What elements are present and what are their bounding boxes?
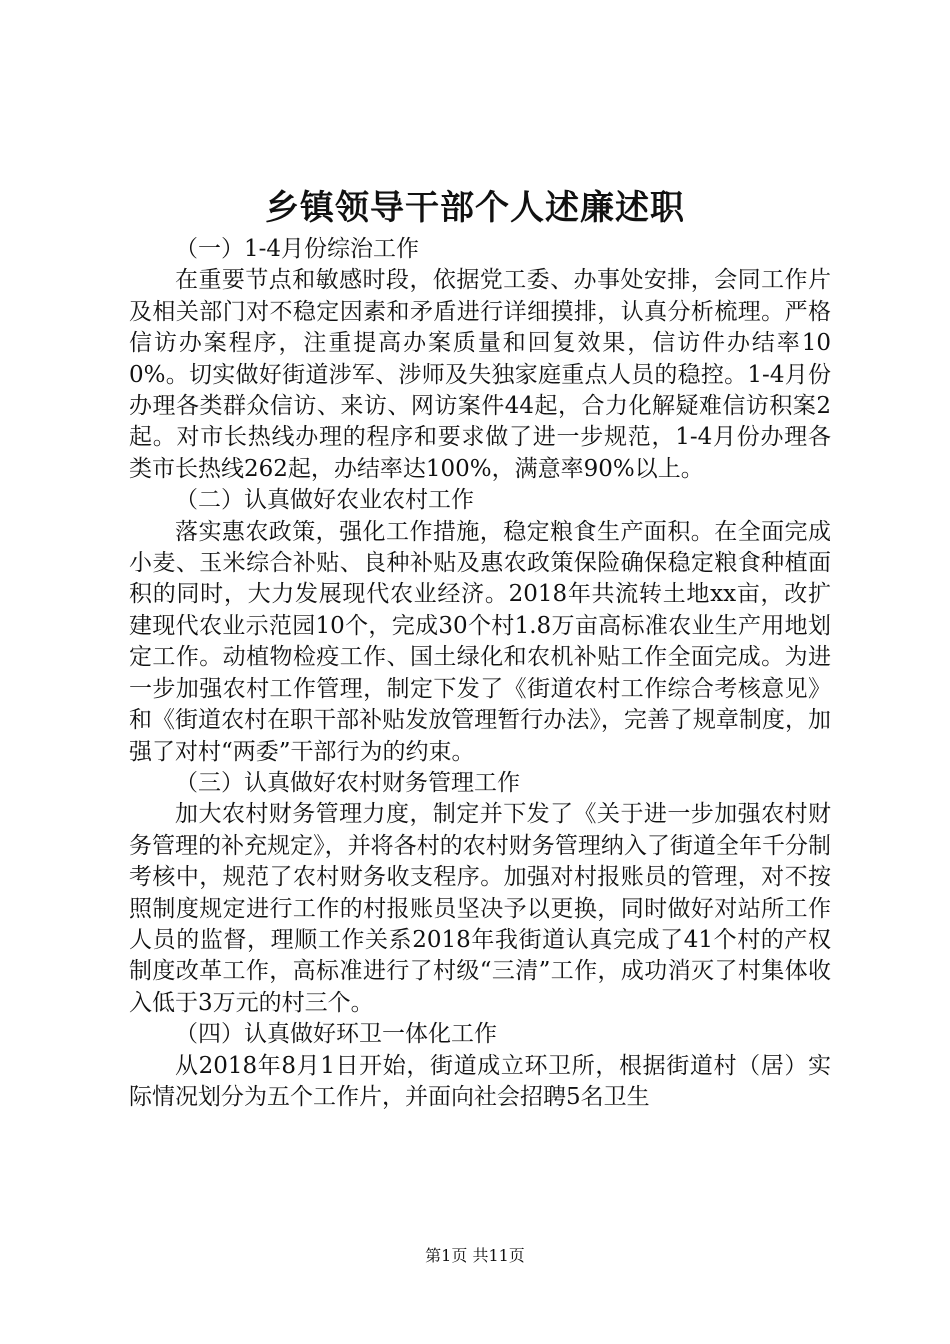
paragraph-3: 加大农村财务管理力度，制定并下发了《关于进一步加强农村财务管理的补充规定》，并将各村的农村财务管理纳入了街道全年千分制考核中，规范了农村财务收支程序。加强对村报账员的管理，对不按照制度规定进行工作的村报账员坚决予以更换，同时做好对站所工作人员的监督，理顺工作关系2018年我街道认真完成了41个村的产权制度改革工作，高标准进行了村级“三清”工作，成功消灭了村集体收入低于3万元的村三个。 bbox=[129, 801, 831, 1016]
document-body bbox=[129, 234, 831, 1113]
section-heading-3: （三）认真做好农村财务管理工作 bbox=[175, 769, 520, 796]
section-heading-2: （二）认真做好农业农村工作 bbox=[175, 487, 474, 514]
section-heading-4: （四）认真做好环卫一体化工作 bbox=[175, 1021, 497, 1048]
page-footer: 第1页 共11页 bbox=[425, 1246, 525, 1265]
document-title: 乡镇领导干部个人述廉述职 bbox=[265, 188, 685, 228]
paragraph-4: 从2018年8月1日开始，街道成立环卫所，根据街道村（居）实际情况划分为五个工作片，并面向社会招聘5名卫生 bbox=[129, 1052, 831, 1110]
paragraph-2: 落实惠农政策，强化工作措施，稳定粮食生产面积。在全面完成小麦、玉米综合补贴、良种补贴及惠农政策保险确保稳定粮食种植面积的同时，大力发展现代农业经济。2018年共流转土地xx亩，改扩建现代农业示范园10个，完成30个村1.8万亩高标准农业生产用地划定工作。动植物检疫工作、国土绿化和农机补贴工作全面完成。为进一步加强农村工作管理，制定下发了《街道农村工作综合考核意见》和《街道农村在职干部补贴发放管理暂行办法》，完善了规章制度，加强了对村“两委”干部行为的约束。 bbox=[129, 518, 831, 765]
paragraph-1: 在重要节点和敏感时段，依据党工委、办事处安排，会同工作片及相关部门对不稳定因素和矛盾进行详细摸排，认真分析梳理。严格信访办案程序，注重提高办案质量和回复效果，信访件办结率100%。切实做好街道涉军、涉师及失独家庭重点人员的稳控。1-4月份办理各类群众信访、来访、网访案件44起，合力化解疑难信访积案2起。对市长热线办理的程序和要求做了进一步规范，1-4月份办理各类市长热线262起，办结率达100%，满意率90%以上。 bbox=[129, 267, 831, 482]
section-heading-1: （一）1-4月份综治工作 bbox=[175, 236, 420, 262]
